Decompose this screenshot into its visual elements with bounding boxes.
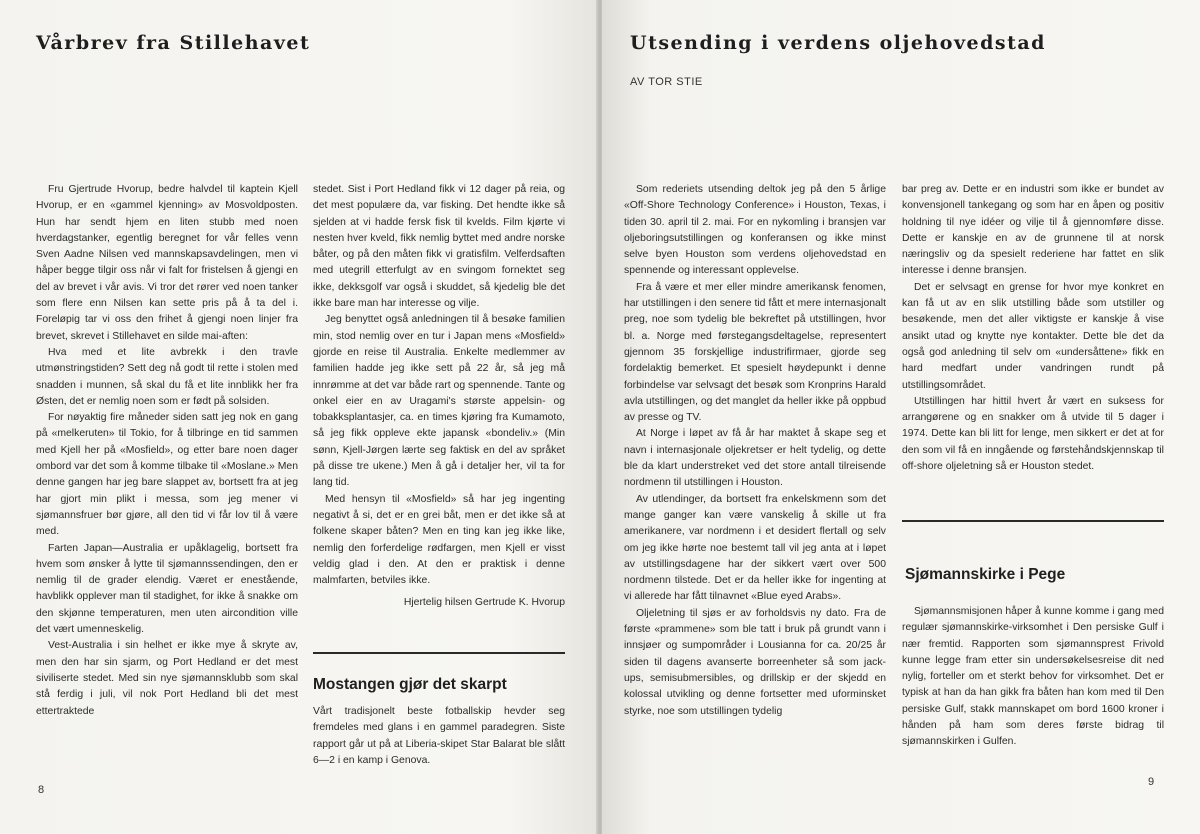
paragraph: Vårt tradisjonelt beste fotballskip hevder seg fremdeles med glans i en gammel paradegren. Siste rapport går ut på at Liberia-skipet Star Balarat ble slått 6—2 i en kamp i Genova.: [313, 706, 565, 766]
paragraph: Fru Gjertrude Hvorup, bedre halvdel til kaptein Kjell Hvorup, er en «gammel kjenning» av Mosvoldposten. Hun har sendt hjem en liten stubb med noen hverdagstanker, egentlig beregnet for vår felles venn Sven Aadne Nilsen ved mannskapsavdelingen, men vi håper begge tilgir oss når vi falt for fristelsen å gjengi en del av brevet i vår avis. Vi tror det rører ved noen tanker som flere enn Nilsen kan sette pris på å ta del i. Foreløpig tar vi oss den frihet å gjengi noen linjer fra brevet, skrevet i Stillehavet en silde mai-aften:: [36, 184, 298, 342]
paragraph: stedet. Sist i Port Hedland fikk vi 12 dager på reia, og det mest populære da, var fisking. Det hendte ikke så sjelden at vi hadde fersk fisk til kvelds. Film kjørte vi nesten hver kveld, fikk nemlig byttet med andre norske båter, og på den måten fikk vi gratisfilm. Velferdsaften med utegrill etterfulgt av en svingom fornektet seg ikke, dekksgolf var også i skuddet, så kjedelig ble det ikke bare man har interesse og vilje.: [313, 184, 565, 310]
paragraph: Jeg benyttet også anledningen til å besøke familien min, stod nemlig over en tur i Japan mens «Mosfield» gjorde en reise til Australia. Enkelte medlemmer av familien hadde jeg ikke sett på 22 år, så jeg må innrømme at det var både rart og spennende. Tante og onkel eier en av Uragami's største appelsin- og tobakksplantasjer, ca. en times kjøring fra Kumamoto, så jeg fikk oppleve ekte japansk «bondeliv.» (Min sønn, Kjell-Jørgen lærte seg faktisk en del av språket på disse tre ukene.) Men å gå i detaljer her, vil ta for lang tid.: [313, 314, 565, 489]
right-sub-article: [902, 604, 1164, 751]
signature: Hjertelig hilsen Gertrude K. Hvorup: [403, 597, 565, 609]
paragraph: Som rederiets utsending deltok jeg på den 5 årlige «Off-Shore Technology Conference» i Houston, Texas, i tiden 30. april til 2. mai. For en nykomling i bransjen var oljeboringsutstillingen og konferansen og ikke minst selve byen Houston som verdens oljehovedstad en spennende og interessant opplevelse.: [624, 184, 886, 277]
paragraph: Vest-Australia i sin helhet er ikke mye å skryte av, men den har sin sjarm, og Port Hedland er det mest siviliserte stedet. Med sin nye sjømannsklubb som skal stå ferdig i juli, vil nok Port Hedland bli det mest ettertraktede: [36, 640, 298, 717]
paragraph: Farten Japan—Australia er upåklagelig, bortsett fra hvem som ønsker å lytte til sjømannssendingen, den er nemlig til de grader elendig. Været er enestående, havblikk opplever man til stadighet, for ikke å snakke om den skjønne temperaturen, men uten aircondition ville det vært umenneskelig.: [36, 542, 298, 636]
section-divider: [313, 652, 565, 654]
paragraph: Hva med et lite avbrekk i den travle utmønstringstiden? Sett deg nå godt til rette i stolen med snadden i munnen, så skal du få et lite innblikk her fra Østen, det er nemlig noen som er født på solsiden.: [36, 346, 298, 407]
paragraph: For nøyaktig fire måneder siden satt jeg nok en gang på «melkeruten» til Tokio, for å tilbringe en tid sammen med Kjell her på «Mosfield», og etter bare noen dager ombord var det som å komme tilbake til «Moslane.» Men denne gangen har jeg bare slappet av, bortsett fra at jeg har gjort min plikt i messa, som jeg mener vi sjømannsfruer bør gjøre, all den tid vi får lov til å være med.: [36, 412, 298, 538]
byline: AV TOR STIE: [630, 76, 703, 88]
left-page: [0, 0, 598, 834]
right-page: [602, 0, 1200, 834]
left-sub-article: [313, 704, 565, 769]
right-article-column-1: [624, 182, 886, 720]
paragraph: Av utlendinger, da bortsett fra enkelskmenn som det mange ganger kan være vanskelig å skille ut fra amerikanere, var nordmenn i et desidert flertall og selv om jeg ikke hørte noe bestemt tall vil jeg anta at i løpet av utstillingsdagene har der sikkert vært over 500 nordmenn tilstede. Det er da heller ikke for ingenting at vi allerede har fått tilnavnet «Blue eyed Arabs».: [624, 493, 886, 603]
page-number: 8: [38, 784, 45, 796]
section-divider: [902, 520, 1164, 522]
paragraph: Fra å være et mer eller mindre amerikansk fenomen, har utstillingen i den senere tid fått et mere internasjonalt preg, noe som tydelig ble bekreftet på utstillingen, hvor bl. a. Norge med førstegangsdeltagelse, representert gjennom 35 forskjellige industrifirmaer, gjorde seg fordelaktig bemerket. Et spesielt høydepunkt i denne forbindelse var selvsagt det besøk som Kronprins Harald avla utstillingen, og det manglet da heller ikke på oppbud av presse og TV.: [624, 281, 886, 424]
paragraph: bar preg av. Dette er en industri som ikke er bundet av konvensjonell tankegang og som har en åpen og positiv holdning til nye idéer og vilje til å gjennomføre disse. Dette er kanskje en av de grunnene til at norsk næringsliv og da spesielt rederiene har fattet en slik interesse i denne bransjen.: [902, 184, 1164, 277]
paragraph: Oljeletning til sjøs er av forholdsvis ny dato. Fra de første «prammene» som ble tatt i bruk på grundt vann i innsjøer og sumpområder i Lousianna for ca. 20/25 år siden til dagens avanserte borreenheter så som jack-ups, semisubmersibles, og drillskip er der skjedd en kolossal utvikling og denne fortsetter med uforminsket styrke, noe som utstillingen tydelig: [624, 607, 886, 717]
left-article-column-1: [36, 182, 298, 720]
paragraph: Utstillingen har hittil hvert år vært en suksess for arrangørene og en snakker om å utvide til 5 dager i 1974. Dette kan bli litt for lenge, men sikkert er det at for den som vil få en inngående og førstehåndskjennskap til off-shore oljeletning så er Houston stedet.: [902, 395, 1164, 473]
paragraph: Det er selvsagt en grense for hvor mye konkret en kan få ut av en slik utstilling både som utstiller og besøkende, men det aller viktigste er kanskje å vise ansikt utad og knytte nye kontakter. Dette ble det da også god anledning til selv om «undersåttene» fikk en hard medfart under vandringen rundt på utstillingsområdet.: [902, 281, 1164, 391]
left-page-title: Vårbrev fra Stillehavet: [36, 32, 311, 54]
right-subhead: Sjømannskirke i Pege: [905, 566, 1066, 583]
left-subhead: Mostangen gjør det skarpt: [313, 676, 507, 693]
left-article-column-2: [313, 182, 565, 612]
right-page-title: Utsending i verdens oljehovedstad: [630, 32, 1046, 54]
right-article-column-2: [902, 182, 1164, 475]
paragraph: Med hensyn til «Mosfield» så har jeg ingenting negativt å si, det er en grei båt, men er det ikke så at folkene skaper båten? Men en ting kan jeg ikke like, nemlig den forferdelige rødfargen, men Kjell er visst veldig glad i den. At den er praktisk i denne malmfarten, betviles ikke.: [313, 493, 565, 587]
paragraph: Sjømannsmisjonen håper å kunne komme i gang med regulær sjømannskirke-virksomhet i Den persiske Gulf i nær fremtid. Rapporten som sjømannsprest Frivold kunne legge fram etter sin undersøkelsesreise dit ned nylig, forteller om et sterkt behov for virksomhet. Det er typisk at han da han gikk fra båten han kom med til Den persiske Gulf, stakk mannskapet om bord 1600 kroner i hånden på ham som deres første bidrag til sjømannskirken i Gulfen.: [902, 606, 1164, 748]
page-number: 9: [1148, 776, 1155, 788]
paragraph: At Norge i løpet av få år har maktet å skape seg et navn i internasjonale oljekretser er helt tydelig, og dette ble da klart understreket ved det store antall tilreisende nordmenn til utstillingen i Houston.: [624, 428, 886, 489]
